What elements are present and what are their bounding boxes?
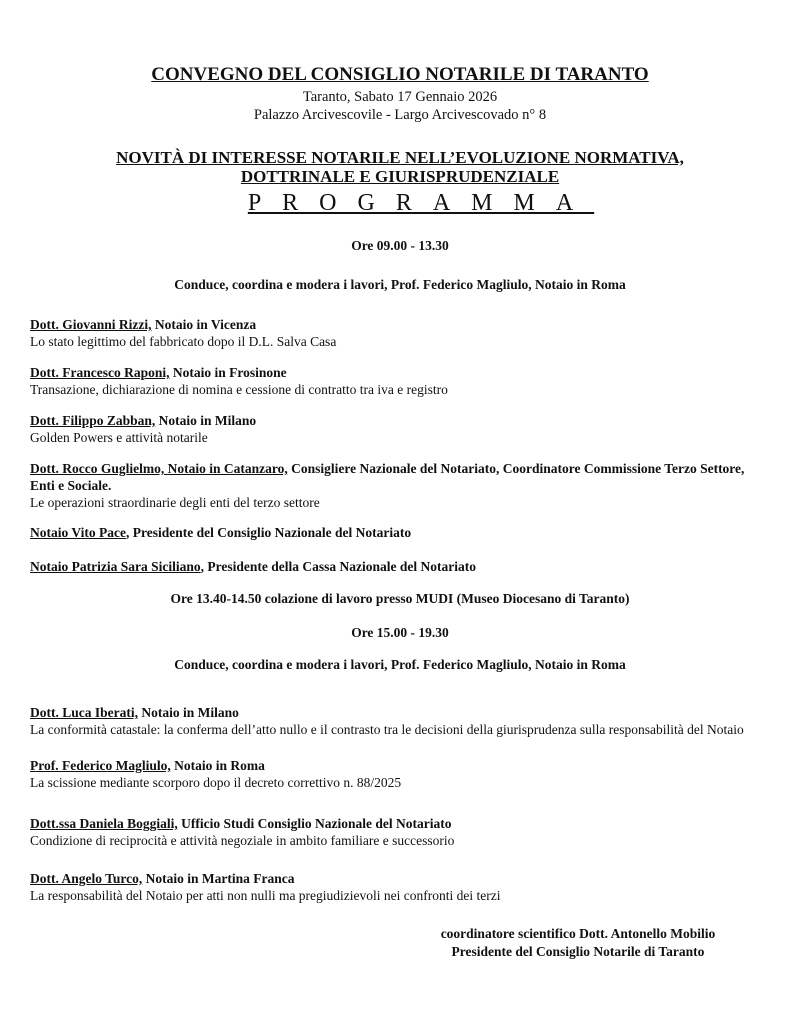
talk-title: Le operazioni straordinarie degli enti del terzo settore: [30, 495, 320, 510]
speaker-role: , Presidente del Consiglio Nazionale del Notariato: [125, 525, 412, 540]
speaker-entry: [30, 316, 336, 350]
event-date: Taranto, Sabato 17 Gennaio 2026: [302, 89, 498, 105]
speaker-role: Notaio in Roma: [170, 758, 265, 773]
theme-line-1: NOVITÀ DI INTERESSE NOTARILE NELL’EVOLUZIONE NORMATIVA,: [116, 148, 684, 167]
document-title: CONVEGNO DEL CONSIGLIO NOTARILE DI TARANTO: [151, 64, 649, 85]
programma-heading: PROGRAMMA: [247, 190, 595, 216]
speaker-name: Dott. Luca Iberati,: [30, 705, 138, 720]
speaker-name: Dott. Giovanni Rizzi,: [30, 317, 152, 332]
speaker-entry: [30, 364, 448, 398]
morning-time: Ore 09.00 - 13.30: [351, 238, 449, 253]
speaker-name: Notaio Patrizia Sara Siciliano: [30, 559, 201, 574]
speaker-entry: [30, 524, 411, 541]
speaker-entry: [30, 412, 256, 446]
speaker-name: Notaio Vito Pace: [30, 525, 126, 540]
speaker-role-continued: Enti e Sociale.: [30, 478, 112, 493]
talk-title: Transazione, dichiarazione di nomina e cessione di contratto tra iva e registro: [30, 382, 448, 397]
talk-title: Condizione di reciprocità e attività negoziale in ambito familiare e successorio: [30, 833, 455, 848]
speaker-role: Notaio in Martina Franca: [142, 871, 295, 886]
event-venue: Palazzo Arcivescovile - Largo Arcivescovado n° 8: [253, 107, 547, 123]
speaker-entry: [30, 558, 476, 575]
speaker-role: Notaio in Vicenza: [151, 317, 257, 332]
speaker-name: Prof. Federico Magliulo,: [30, 758, 171, 773]
speaker-role: Notaio in Milano: [155, 413, 257, 428]
speaker-name: Dott.ssa Daniela Boggiali,: [30, 816, 178, 831]
theme-line-2: DOTTRINALE E GIURISPRUDENZIALE: [240, 167, 560, 186]
speaker-entry: [30, 757, 401, 791]
talk-title: Lo stato legittimo del fabbricato dopo il D.L. Salva Casa: [30, 334, 337, 349]
speaker-role: Notaio in Frosinone: [169, 365, 287, 380]
speaker-name: Dott. Rocco Guglielmo, Notaio in Catanzaro,: [30, 461, 288, 476]
afternoon-time: Ore 15.00 - 19.30: [351, 625, 449, 640]
speaker-name: Dott. Angelo Turco,: [30, 871, 143, 886]
speaker-entry: [30, 460, 744, 511]
speaker-entry: [30, 870, 500, 904]
speaker-name: Dott. Filippo Zabban,: [30, 413, 156, 428]
talk-title: Golden Powers e attività notarile: [30, 430, 208, 445]
speaker-role: Consigliere Nazionale del Notariato, Coordinatore Commissione Terzo Settore,: [287, 461, 745, 476]
speaker-entry: [30, 815, 454, 849]
talk-title: La responsabilità del Notaio per atti non nulli ma pregiudizievoli nei confronti dei terzi: [30, 888, 501, 903]
speaker-entry: [30, 704, 744, 738]
morning-moderator: Conduce, coordina e modera i lavori, Prof. Federico Magliulo, Notaio in Roma: [174, 277, 626, 292]
speaker-role: Notaio in Milano: [138, 705, 239, 720]
talk-title: La conformità catastale: la conferma dell’atto nullo e il contrasto tra le decisioni della giurisprudenza sulla responsabilità del Notaio: [30, 722, 744, 737]
afternoon-moderator: Conduce, coordina e modera i lavori, Prof. Federico Magliulo, Notaio in Roma: [174, 657, 626, 672]
signature-line-2: Presidente del Consiglio Notarile di Taranto: [451, 944, 705, 959]
signature-line-1: coordinatore scientifico Dott. Antonello Mobilio: [440, 926, 716, 941]
speaker-name: Dott. Francesco Raponi,: [30, 365, 170, 380]
speaker-role: , Presidente della Cassa Nazionale del Notariato: [200, 559, 476, 574]
talk-title: La scissione mediante scorporo dopo il decreto correttivo n. 88/2025: [30, 775, 402, 790]
speaker-role: Ufficio Studi Consiglio Nazionale del Notariato: [177, 816, 452, 831]
lunch-break: Ore 13.40-14.50 colazione di lavoro presso MUDI (Museo Diocesano di Taranto): [170, 591, 630, 606]
